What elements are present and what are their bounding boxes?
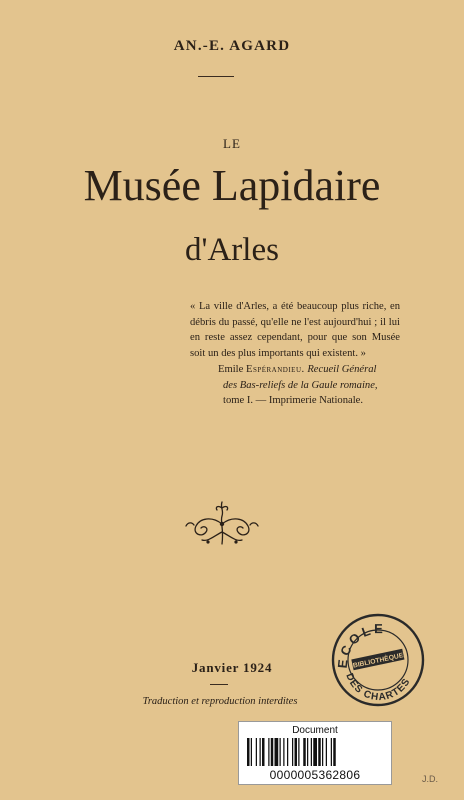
barcode-bar <box>268 738 269 766</box>
fleuron-ornament-icon <box>182 498 262 548</box>
barcode-bar <box>287 738 288 766</box>
citation-author-last: Espérandieu. <box>245 364 305 375</box>
book-subtitle: d'Arles <box>185 232 279 268</box>
barcode-bar <box>275 738 279 766</box>
citation-work-line1: Recueil Général <box>307 364 377 375</box>
citation-volume: tome I. — Imprimerie Nationale. <box>223 395 364 406</box>
barcode-bar <box>260 738 261 766</box>
initials-mark: J.D. <box>422 774 439 784</box>
stamp-top-text: ECOLE <box>334 621 386 669</box>
divider-rule-small <box>210 684 228 685</box>
barcode-bar <box>307 738 308 766</box>
barcode-bar <box>271 738 274 766</box>
barcode-bar <box>318 738 321 766</box>
barcode-label <box>238 721 392 785</box>
library-stamp-icon <box>330 612 426 708</box>
barcode-bar <box>247 738 250 766</box>
divider-rule <box>198 76 234 77</box>
barcode-bar <box>251 738 252 766</box>
publication-date: Janvier 1924 <box>191 660 273 675</box>
citation-work-line2: des Bas-reliefs de la Gaule romaine, <box>223 379 378 391</box>
barcode-bar <box>311 738 312 766</box>
barcode-bar <box>326 738 327 766</box>
epigraph-citation <box>218 362 418 409</box>
citation-author-first: Emile <box>218 364 244 375</box>
barcode-bar <box>295 738 298 766</box>
barcode-bar <box>256 738 257 766</box>
author-name: AN.-E. AGARD <box>173 38 291 54</box>
barcode-bar <box>313 738 317 766</box>
barcode-bar <box>262 738 265 766</box>
barcode-icon <box>247 738 383 766</box>
barcode-bar <box>283 738 284 766</box>
barcode-bar <box>280 738 281 766</box>
barcode-bar <box>333 738 336 766</box>
book-title: Musée Lapidaire <box>83 161 381 210</box>
stamp-center-text: BIBLIOTHÈQUE <box>352 652 405 670</box>
epigraph-quote: « La ville d'Arles, a été beaucoup plus riche, en débris du passé, qu'elle ne l'est aujourd'hui ; il lui en reste assez cependant, pour que son Musée soit un des plus importants qui existent. » <box>190 301 400 359</box>
barcode-bar <box>303 738 306 766</box>
barcode-bar <box>292 738 293 766</box>
stamp-bottom-text: DES CHARTES <box>343 671 413 704</box>
barcode-bar <box>322 738 323 766</box>
barcode-number: 0000005362806 <box>269 768 361 782</box>
barcode-title: Document <box>292 725 338 736</box>
rights-notice: Traduction et reproduction interdites <box>142 696 298 707</box>
barcode-bar <box>298 738 299 766</box>
barcode-bar <box>331 738 332 766</box>
title-article: LE <box>223 136 241 151</box>
